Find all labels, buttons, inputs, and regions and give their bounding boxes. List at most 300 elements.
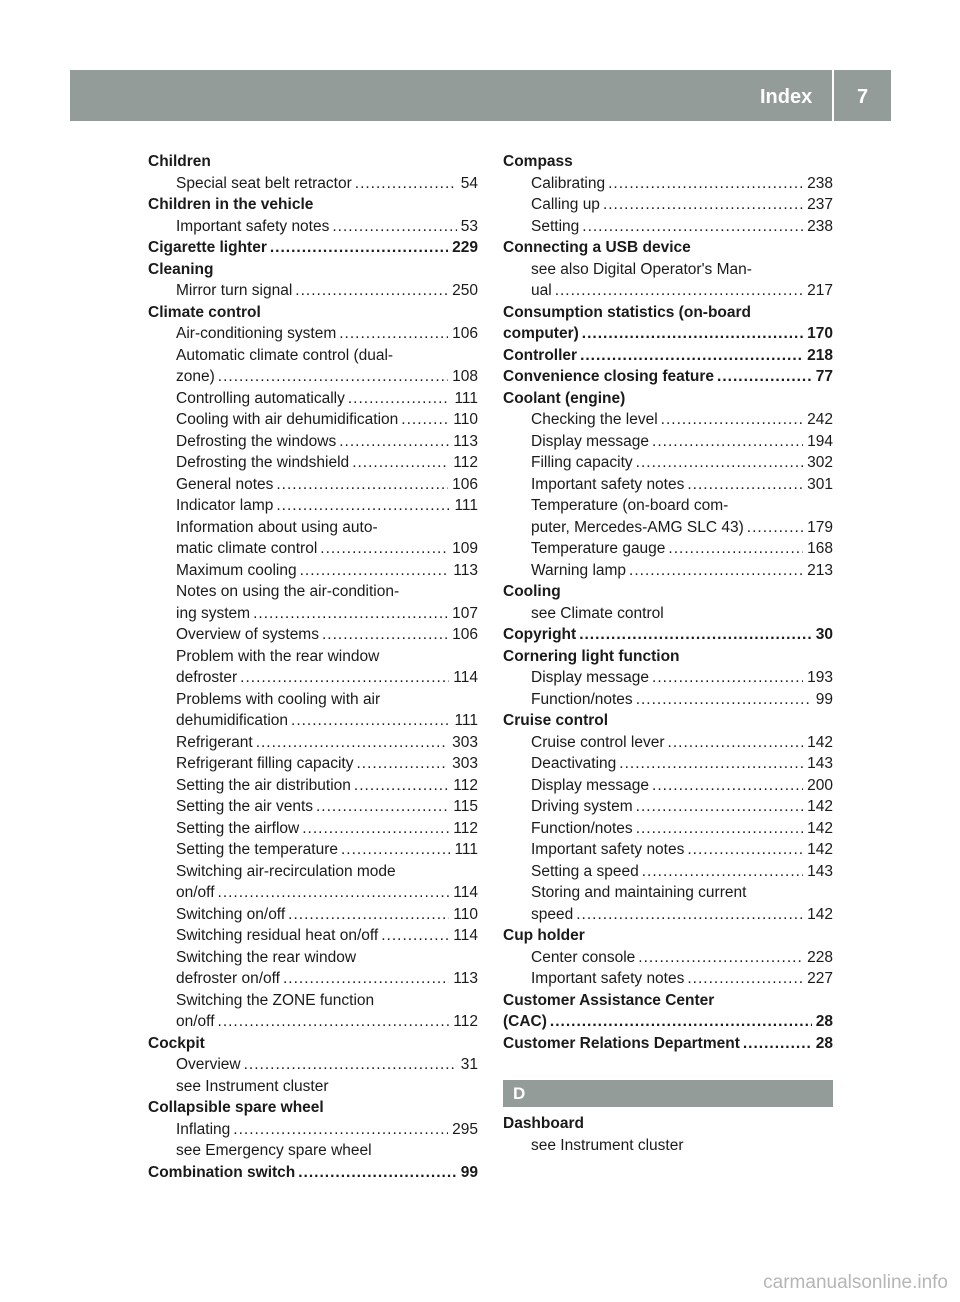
sub-entry-line <box>176 775 478 797</box>
sub-entry-line: Storing and maintaining current <box>531 884 747 901</box>
index-entry <box>503 302 833 345</box>
sub-entry <box>176 581 478 624</box>
index-entry <box>503 388 833 582</box>
sub-entry-line <box>176 560 478 582</box>
dot-leader <box>636 452 803 474</box>
sub-entry-line: see Climate control <box>531 604 664 622</box>
index-entry <box>503 366 833 388</box>
entry-page: 179 <box>807 518 833 536</box>
entry-page: 108 <box>452 368 478 385</box>
entry-text: Calling up <box>531 196 600 213</box>
entry-page: 111 <box>454 712 478 729</box>
entry-page: 301 <box>807 475 833 493</box>
entry-text: Indicator lamp <box>176 497 274 514</box>
index-entry <box>148 1162 478 1184</box>
sub-entry-line <box>176 753 478 775</box>
entry-text: computer) <box>503 325 579 342</box>
entry-page: 113 <box>453 432 478 450</box>
entry-page: 31 <box>460 1056 478 1073</box>
entry-text: Driving system <box>531 798 633 815</box>
dot-leader <box>687 968 803 990</box>
entry-page: 242 <box>807 411 833 428</box>
dot-leader <box>218 882 450 904</box>
sub-entry <box>531 882 833 925</box>
entry-text: on/off <box>176 884 215 901</box>
dot-leader <box>652 667 803 689</box>
entry-text: Special seat belt retractor <box>176 174 352 192</box>
dot-leader <box>339 323 448 345</box>
dot-leader <box>636 818 803 840</box>
dot-leader <box>638 947 803 969</box>
sub-entry-line: Switching the rear window <box>176 948 357 966</box>
sub-entry <box>176 1140 478 1162</box>
sub-entry <box>176 839 478 861</box>
entry-heading: Cornering light function <box>503 647 680 665</box>
sub-entry <box>531 431 833 453</box>
sub-entry-line <box>176 732 478 754</box>
sub-entry-line <box>531 861 833 883</box>
entry-page: 143 <box>807 755 833 772</box>
sub-entry-line <box>176 452 478 474</box>
sub-entry-line: Problem with the rear window <box>176 647 380 665</box>
entry-text: Calibrating <box>531 174 606 192</box>
dot-leader <box>401 409 449 431</box>
dot-leader <box>316 796 449 818</box>
sub-entry <box>531 474 833 496</box>
sub-entry <box>531 495 833 538</box>
sub-entry-line <box>531 732 833 754</box>
index-column-d <box>503 1113 833 1156</box>
dot-leader <box>636 796 803 818</box>
index-entry <box>503 925 833 990</box>
page-number: 7 <box>857 86 869 108</box>
entry-text: Convenience closing feature <box>503 368 715 385</box>
sub-entry-line <box>531 173 833 195</box>
entry-text: puter, Mercedes-AMG SLC 43) <box>531 518 744 536</box>
sub-entry <box>176 1119 478 1141</box>
entry-heading <box>503 345 833 367</box>
entry-text: Controller <box>503 346 578 364</box>
dot-leader <box>661 409 803 431</box>
entry-page: 111 <box>454 497 478 514</box>
sub-entry <box>176 624 478 646</box>
dot-leader <box>629 560 803 582</box>
dot-leader <box>341 839 450 861</box>
entry-text: Center console <box>531 948 636 966</box>
entry-page: 28 <box>815 1034 833 1052</box>
sub-entry-line <box>176 904 478 926</box>
entry-page: 77 <box>815 368 833 385</box>
sub-entry <box>176 990 478 1033</box>
watermark: carmanualsonline.info <box>763 1272 948 1293</box>
entry-page: 142 <box>807 841 833 858</box>
entry-text: Important safety notes <box>176 217 330 235</box>
sub-entry-line: see Emergency spare wheel <box>176 1142 372 1159</box>
index-entry <box>148 194 478 237</box>
sub-entry-line <box>531 839 833 861</box>
entry-text: Important safety notes <box>531 970 685 987</box>
entry-text: ual <box>531 282 552 299</box>
index-entry <box>148 1033 478 1098</box>
entry-page: 218 <box>807 346 833 364</box>
entry-page: 170 <box>807 325 833 342</box>
sub-entry <box>531 947 833 969</box>
sub-entry-line <box>176 968 478 990</box>
entry-text: Inflating <box>176 1120 231 1138</box>
entry-text: General notes <box>176 475 274 493</box>
sub-entry-line <box>176 1054 478 1076</box>
index-entry <box>148 151 478 194</box>
dot-leader <box>576 904 803 926</box>
entry-page: 229 <box>452 239 478 256</box>
sub-entry <box>531 861 833 883</box>
sub-entry-line <box>176 603 478 625</box>
entry-text: Setting the airflow <box>176 819 300 837</box>
sub-entry <box>176 495 478 517</box>
entry-heading: Dashboard <box>503 1115 584 1132</box>
entry-text: speed <box>531 905 574 923</box>
dot-leader <box>283 968 449 990</box>
entry-page: 53 <box>460 217 478 235</box>
sub-entry-line <box>176 796 478 818</box>
entry-page: 106 <box>452 626 478 643</box>
entry-page: 303 <box>452 733 478 751</box>
index-entry <box>503 710 833 925</box>
dot-leader <box>302 818 449 840</box>
entry-page: 112 <box>453 819 478 837</box>
sub-entry-line <box>531 968 833 990</box>
sub-entry-line <box>531 667 833 689</box>
entry-heading <box>503 624 833 646</box>
entry-text: Function/notes <box>531 819 633 837</box>
sub-entry-line: see Instrument cluster <box>176 1077 329 1095</box>
sub-entry <box>176 409 478 431</box>
entry-text: (CAC) <box>503 1013 547 1030</box>
dot-leader <box>582 216 803 238</box>
entry-page: 142 <box>807 905 833 923</box>
sub-entry <box>531 689 833 711</box>
entry-page: 168 <box>807 540 833 557</box>
dot-leader <box>240 667 449 689</box>
dot-leader <box>291 710 450 732</box>
entry-text: Filling capacity <box>531 454 633 471</box>
sub-entry-line <box>531 689 833 711</box>
index-entry <box>503 237 833 302</box>
entry-page: 303 <box>452 755 478 772</box>
index-entry <box>148 237 478 259</box>
entry-page: 228 <box>807 948 833 966</box>
sub-entry <box>531 603 833 625</box>
sub-entry <box>176 775 478 797</box>
entry-text: Important safety notes <box>531 475 685 493</box>
index-entry <box>148 259 478 302</box>
entry-page: 114 <box>453 927 478 944</box>
entry-page: 115 <box>453 798 478 815</box>
entry-heading: Compass <box>503 153 573 170</box>
sub-entry-line <box>176 538 478 560</box>
entry-page: 110 <box>453 411 478 428</box>
sub-entry-line: Information about using auto- <box>176 518 378 536</box>
dot-leader <box>550 1011 812 1033</box>
entry-page: 114 <box>453 669 478 686</box>
entry-text: Setting the air vents <box>176 798 313 815</box>
sub-entry <box>176 452 478 474</box>
entry-text: Refrigerant <box>176 733 253 751</box>
entry-heading: Customer Assistance Center <box>503 991 715 1009</box>
entry-heading: Cleaning <box>148 260 214 278</box>
entry-text: on/off <box>176 1013 215 1030</box>
sub-entry-line <box>176 882 478 904</box>
dot-leader <box>717 366 812 388</box>
index-entry <box>503 646 833 711</box>
index-entry <box>503 345 833 367</box>
sub-entry <box>176 173 478 195</box>
sub-entry-line <box>531 753 833 775</box>
entry-page: 295 <box>452 1120 478 1138</box>
sub-entry-line: see Instrument cluster <box>531 1136 684 1154</box>
sub-entry <box>531 818 833 840</box>
dot-leader <box>668 732 804 754</box>
entry-page: 200 <box>807 776 833 794</box>
entry-heading: Cooling <box>503 583 561 600</box>
sub-entry <box>531 259 833 302</box>
sub-entry <box>531 732 833 754</box>
dot-leader <box>256 732 448 754</box>
entry-heading <box>148 1162 478 1184</box>
sub-entry <box>531 839 833 861</box>
entry-text: Function/notes <box>531 690 633 708</box>
dot-leader <box>603 194 803 216</box>
entry-text: Mirror turn signal <box>176 282 293 299</box>
entry-text: Air-conditioning system <box>176 325 337 342</box>
entry-text: Copyright <box>503 626 577 643</box>
sub-entry-line <box>176 431 478 453</box>
entry-heading: Cruise control <box>503 712 609 729</box>
entry-text: defroster on/off <box>176 970 280 987</box>
sub-entry <box>176 216 478 238</box>
dot-leader <box>288 904 449 926</box>
entry-page: 99 <box>460 1163 478 1181</box>
sub-entry <box>176 796 478 818</box>
sub-entry-line <box>531 796 833 818</box>
entry-page: 142 <box>807 733 833 751</box>
entry-text: ing system <box>176 604 251 622</box>
entry-page: 193 <box>807 669 833 686</box>
entry-page: 111 <box>454 389 478 407</box>
sub-entry <box>176 1054 478 1076</box>
sub-entry-line: see also Digital Operator's Man- <box>531 260 752 278</box>
entry-heading: Connecting a USB device <box>503 239 691 256</box>
entry-text: Warning lamp <box>531 561 627 579</box>
entry-heading <box>503 366 833 388</box>
sub-entry <box>531 968 833 990</box>
entry-heading: Coolant (engine) <box>503 389 626 407</box>
sub-entry-line <box>176 216 478 238</box>
dot-leader <box>218 366 448 388</box>
sub-entry <box>531 753 833 775</box>
sub-entry-line <box>176 818 478 840</box>
sub-entry <box>176 861 478 904</box>
entry-page: 112 <box>453 776 478 794</box>
entry-page: 99 <box>815 690 833 708</box>
entry-text: Important safety notes <box>531 841 685 858</box>
dot-leader <box>743 1033 812 1055</box>
sub-entry <box>176 689 478 732</box>
entry-page: 143 <box>807 862 833 880</box>
dot-leader <box>320 538 448 560</box>
dot-leader <box>619 753 803 775</box>
entry-text: Combination switch <box>148 1163 296 1181</box>
entry-text: Customer Relations Department <box>503 1034 740 1052</box>
entry-text: Setting the temperature <box>176 841 338 858</box>
entry-heading <box>503 323 833 345</box>
sub-entry <box>531 173 833 195</box>
sub-entry-line <box>176 1011 478 1033</box>
sub-entry-line <box>176 173 478 195</box>
entry-heading: Consumption statistics (on-board <box>503 303 751 321</box>
dot-leader <box>582 323 803 345</box>
entry-heading: Climate control <box>148 303 261 321</box>
entry-text: Display message <box>531 776 650 794</box>
entry-page: 237 <box>807 196 833 213</box>
entry-text: Controlling automatically <box>176 389 345 407</box>
entry-page: 54 <box>460 174 478 192</box>
entry-text: Switching residual heat on/off <box>176 927 379 944</box>
dot-leader <box>298 1162 457 1184</box>
entry-text: Overview <box>176 1056 241 1073</box>
sub-entry-line <box>176 624 478 646</box>
sub-entry <box>176 345 478 388</box>
dot-leader <box>233 1119 448 1141</box>
entry-page: 30 <box>815 626 833 643</box>
sub-entry <box>176 925 478 947</box>
entry-text: Switching on/off <box>176 905 286 923</box>
entry-page: 213 <box>807 561 833 579</box>
entry-heading <box>503 1033 833 1055</box>
dot-leader <box>332 216 456 238</box>
entry-text: Setting the air distribution <box>176 776 351 794</box>
entry-page: 142 <box>807 798 833 815</box>
dot-leader <box>322 624 448 646</box>
index-entry <box>503 151 833 237</box>
sub-entry-line: Switching air-recirculation mode <box>176 862 396 880</box>
sub-entry-line <box>176 495 478 517</box>
dot-leader <box>270 237 448 259</box>
sub-entry <box>531 538 833 560</box>
sub-entry <box>531 216 833 238</box>
entry-heading: Cockpit <box>148 1034 205 1052</box>
entry-text: Display message <box>531 669 650 686</box>
sub-entry <box>176 560 478 582</box>
entry-page: 302 <box>807 454 833 471</box>
index-entry <box>503 581 833 624</box>
entry-page: 111 <box>454 841 478 858</box>
sub-entry-line <box>531 904 833 926</box>
header-divider <box>832 70 834 121</box>
sub-entry-line <box>176 280 478 302</box>
sub-entry-line <box>531 818 833 840</box>
dot-leader <box>356 753 448 775</box>
dot-leader <box>636 689 812 711</box>
sub-entry-line <box>176 366 478 388</box>
sub-entry <box>176 431 478 453</box>
entry-page: 142 <box>807 819 833 837</box>
index-column-left <box>148 151 478 1183</box>
sub-entry <box>531 452 833 474</box>
dot-leader <box>687 474 803 496</box>
dot-leader <box>352 452 449 474</box>
sub-entry <box>176 646 478 689</box>
entry-text: Defrosting the windshield <box>176 454 350 471</box>
entry-text: Defrosting the windows <box>176 432 337 450</box>
sub-entry <box>176 280 478 302</box>
dot-leader <box>348 388 451 410</box>
dot-leader <box>687 839 803 861</box>
dot-leader <box>555 280 803 302</box>
entry-page: 250 <box>452 282 478 299</box>
entry-page: 109 <box>452 540 478 557</box>
entry-text: Cooling with air dehumidification <box>176 411 399 428</box>
sub-entry-line: Problems with cooling with air <box>176 690 381 708</box>
sub-entry <box>176 753 478 775</box>
dot-leader <box>276 495 450 517</box>
entry-text: defroster <box>176 669 238 686</box>
entry-text: Setting <box>531 217 580 235</box>
dot-leader <box>253 603 448 625</box>
sub-entry <box>531 667 833 689</box>
sub-entry <box>176 904 478 926</box>
dot-leader <box>668 538 803 560</box>
sub-entry-line <box>531 775 833 797</box>
sub-entry-line <box>176 667 478 689</box>
sub-entry-line <box>531 474 833 496</box>
sub-entry <box>176 388 478 410</box>
entry-text: Cigarette lighter <box>148 239 267 256</box>
index-entry <box>148 302 478 1033</box>
sub-entry-line <box>176 474 478 496</box>
sub-entry <box>531 560 833 582</box>
index-entry <box>503 1113 833 1156</box>
entry-text: zone) <box>176 368 215 385</box>
entry-text: matic climate control <box>176 540 318 557</box>
sub-entry-line <box>176 1119 478 1141</box>
sub-entry-line <box>176 925 478 947</box>
entry-page: 28 <box>815 1013 833 1030</box>
entry-page: 194 <box>807 432 833 450</box>
sub-entry <box>531 194 833 216</box>
sub-entry <box>176 1076 478 1098</box>
entry-text: Deactivating <box>531 755 617 772</box>
entry-heading: Children <box>148 153 211 170</box>
entry-page: 107 <box>452 604 478 622</box>
entry-page: 217 <box>807 282 833 299</box>
entry-heading: Cup holder <box>503 927 585 944</box>
entry-page: 113 <box>453 970 478 987</box>
index-title: Index <box>760 86 813 108</box>
index-entry <box>503 990 833 1033</box>
entry-page: 106 <box>452 325 478 342</box>
entry-page: 238 <box>807 217 833 235</box>
entry-page: 114 <box>453 884 478 901</box>
entry-text: Checking the level <box>531 411 658 428</box>
dot-leader <box>218 1011 450 1033</box>
entry-text: Refrigerant filling capacity <box>176 755 354 772</box>
sub-entry-line <box>176 388 478 410</box>
sub-entry <box>531 1135 833 1157</box>
entry-heading <box>503 1011 833 1033</box>
sub-entry <box>176 732 478 754</box>
dot-leader <box>300 560 450 582</box>
